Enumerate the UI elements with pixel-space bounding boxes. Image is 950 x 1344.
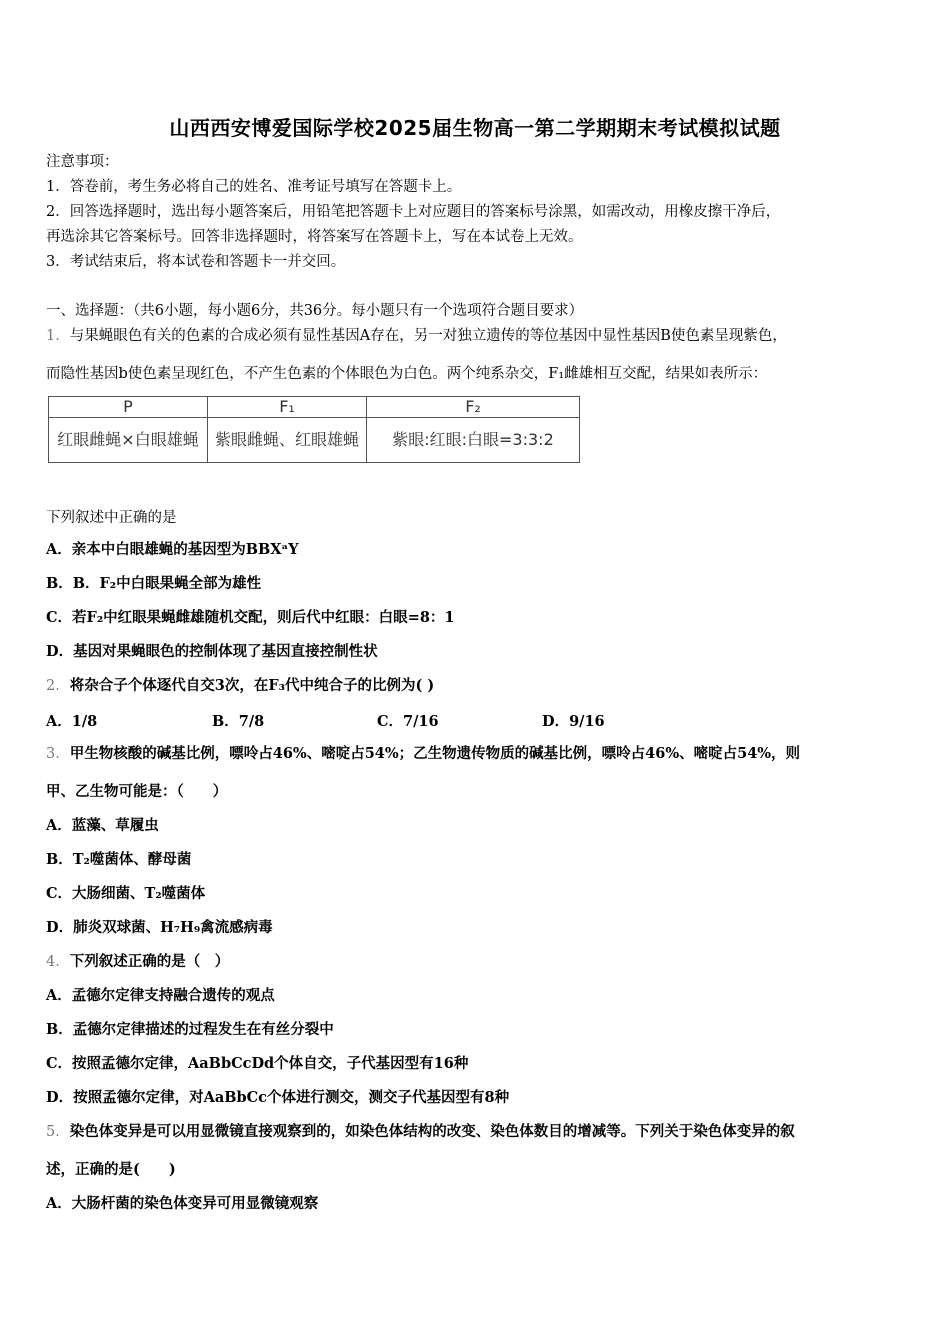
option-b: B．T₂噬菌体、酵母菌 bbox=[46, 851, 192, 868]
option-a: A．1/8 bbox=[46, 713, 98, 730]
question-number: 5． bbox=[46, 1124, 70, 1140]
table-header: F₂ bbox=[367, 397, 580, 418]
page-title: 山西西安博爱国际学校2025届生物高一第二学期期末考试模拟试题 bbox=[169, 116, 781, 140]
notice-item: 1．答卷前，考生务必将自己的姓名、准考证号填写在答题卡上。 bbox=[46, 179, 462, 195]
option-b: B．7/8 bbox=[212, 713, 265, 730]
question-text: 而隐性基因b使色素呈现红色，不产生色素的个体眼色为白色。两个纯系杂交，F₁雌雄相互交配，结果如表所示： bbox=[46, 366, 768, 382]
option-d: D．基因对果蝇眼色的控制体现了基因直接控制性状 bbox=[46, 643, 378, 660]
option-c: C．7/16 bbox=[377, 713, 439, 730]
option-b: B．B．F₂中白眼果蝇全部为雄性 bbox=[46, 575, 262, 592]
question-text: 甲、乙生物可能是：（ ） bbox=[46, 783, 228, 800]
option-a: A．大肠杆菌的染色体变异可用显微镜观察 bbox=[46, 1195, 319, 1212]
table-header: P bbox=[49, 397, 208, 418]
notice-item: 再选涂其它答案标号。回答非选择题时，将答案写在答题卡上，写在本试卷上无效。 bbox=[46, 229, 583, 245]
option-a: A．孟德尔定律支持融合遗传的观点 bbox=[46, 987, 275, 1004]
question-3 bbox=[46, 744, 911, 764]
option-a: A．蓝藻、草履虫 bbox=[46, 817, 159, 834]
question-1 bbox=[46, 326, 911, 346]
option-a: A．亲本中白眼雄蝇的基因型为BBXᵃY bbox=[46, 541, 299, 558]
option-c: C．按照孟德尔定律，AaBbCcDd个体自交，子代基因型有16种 bbox=[46, 1055, 469, 1072]
question-number: 3． bbox=[46, 746, 70, 762]
question-number: 2． bbox=[46, 678, 70, 694]
section-heading: 一、选择题：（共6小题，每小题6分，共36分。每小题只有一个选项符合题目要求） bbox=[46, 303, 584, 319]
question-text: 甲生物核酸的碱基比例，嘌呤占46%、嘧啶占54%；乙生物遗传物质的碱基比例，嘌呤占46%、嘧啶占54%，则 bbox=[69, 745, 801, 762]
table-cell: 紫眼雌蝇、红眼雄蝇 bbox=[208, 418, 367, 463]
option-c: C．大肠细菌、T₂噬菌体 bbox=[46, 885, 206, 902]
option-d: D．肺炎双球菌、H₇H₉禽流感病毒 bbox=[46, 919, 273, 936]
notice-heading: 注意事项： bbox=[46, 154, 119, 170]
question-text: 与果蝇眼色有关的色素的合成必须有显性基因A存在，另一对独立遗传的等位基因中显性基因B使色素呈现紫色， bbox=[69, 328, 787, 344]
question-4 bbox=[46, 952, 911, 972]
option-c: C．若F₂中红眼果蝇雌雄随机交配，则后代中红眼：白眼=8：1 bbox=[46, 609, 455, 626]
question-text: 将杂合子个体逐代自交3次，在F₃代中纯合子的比例为( ) bbox=[69, 677, 435, 694]
question-2 bbox=[46, 676, 911, 696]
question-text: 述，正确的是( ) bbox=[46, 1161, 176, 1178]
table-cell: 红眼雌蝇×白眼雄蝇 bbox=[49, 418, 208, 463]
table-header: F₁ bbox=[208, 397, 367, 418]
question-5 bbox=[46, 1122, 911, 1142]
notice-item: 3．考试结束后，将本试卷和答题卡一并交回。 bbox=[46, 254, 346, 270]
table-cell: 紫眼:红眼:白眼=3:3:2 bbox=[367, 418, 580, 463]
question-text: 下列叙述正确的是（ ） bbox=[69, 953, 230, 970]
question-number: 1． bbox=[46, 328, 70, 344]
option-d: D．9/16 bbox=[542, 713, 605, 730]
notice-item: 2．回答选择题时，选出每小题答案后，用铅笔把答题卡上对应题目的答案标号涂黑，如需改动，用橡皮擦干净后， bbox=[46, 204, 781, 220]
question-text: 染色体变异是可以用显微镜直接观察到的，如染色体结构的改变、染色体数目的增减等。下列关于染色体变异的叙 bbox=[69, 1123, 795, 1140]
option-d: D．按照孟德尔定律，对AaBbCc个体进行测交，测交子代基因型有8种 bbox=[46, 1089, 510, 1106]
question-stem: 下列叙述中正确的是 bbox=[46, 510, 177, 526]
question-number: 4． bbox=[46, 954, 70, 970]
option-b: B．孟德尔定律描述的过程发生在有丝分裂中 bbox=[46, 1021, 334, 1038]
genotype-table bbox=[48, 396, 580, 463]
